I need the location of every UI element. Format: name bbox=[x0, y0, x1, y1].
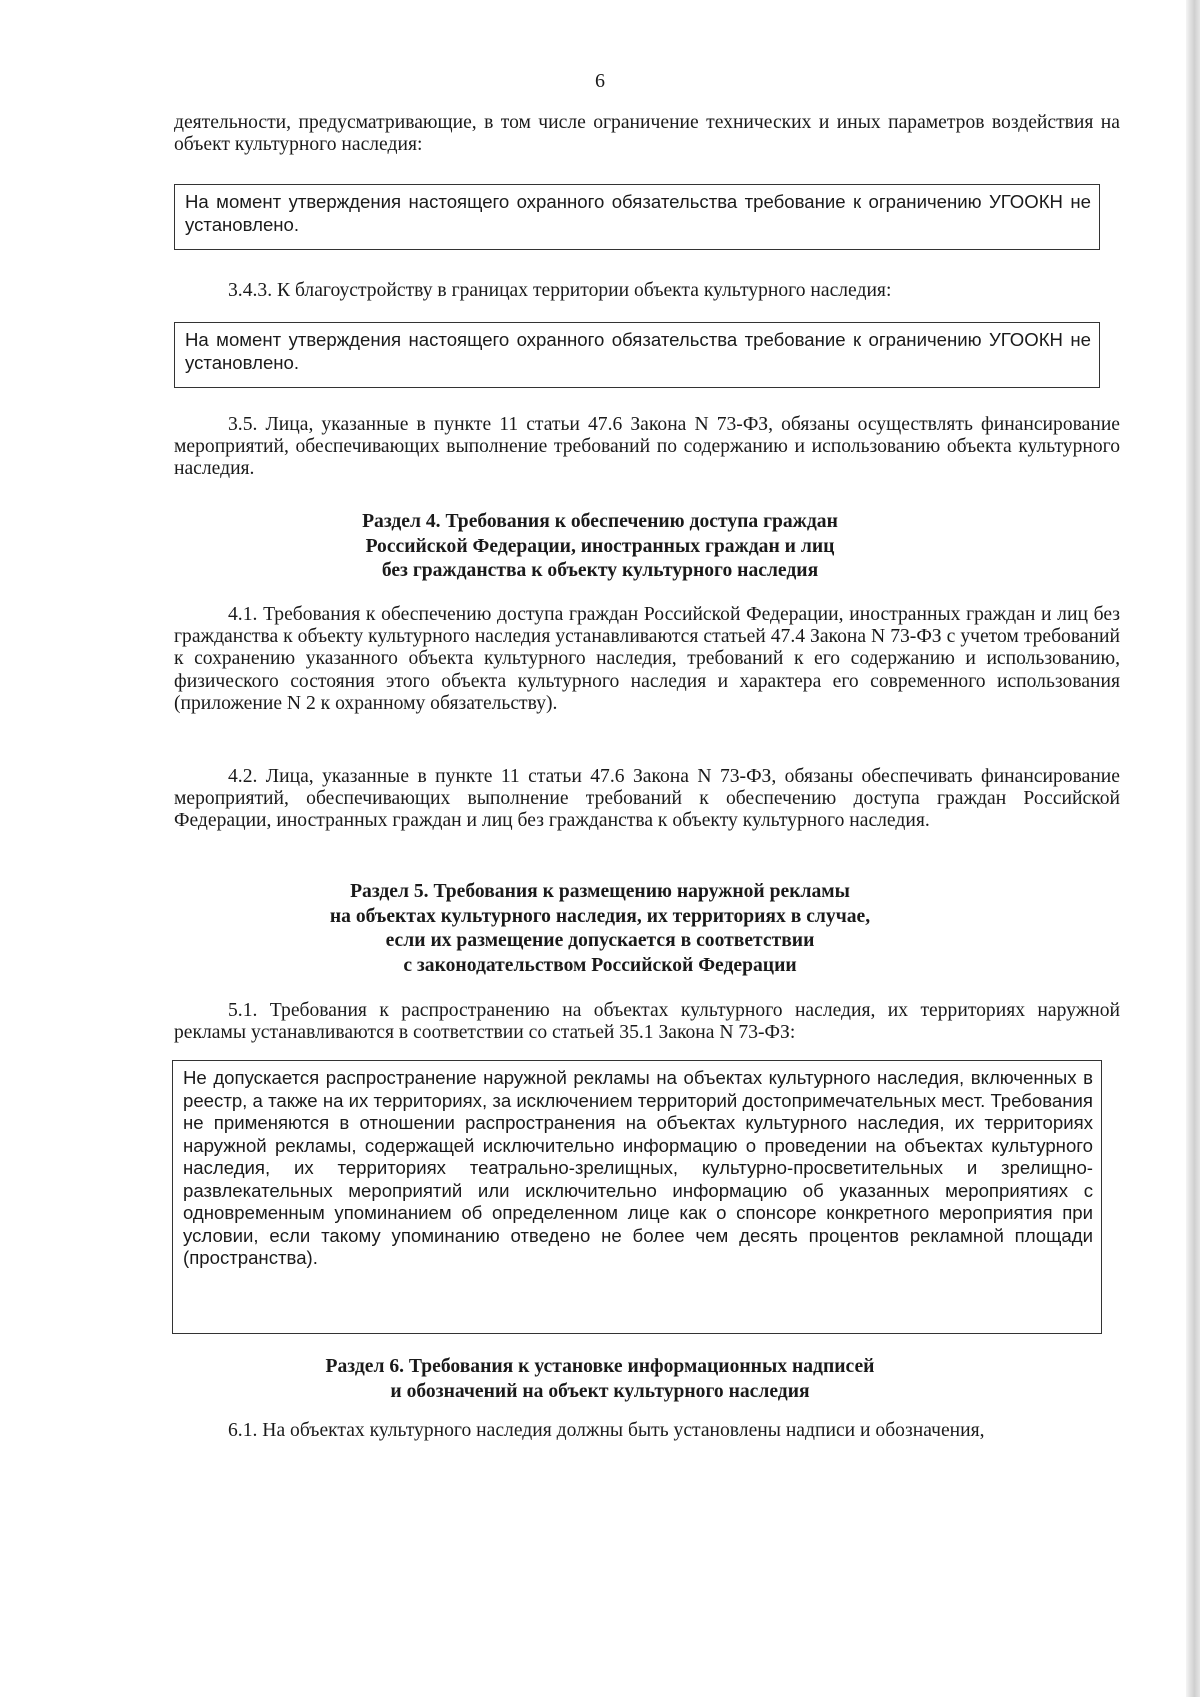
page-number: 6 bbox=[595, 70, 605, 92]
section-4-title bbox=[0, 510, 1200, 584]
section-5-title-line: если их размещение допускается в соответствии bbox=[385, 930, 815, 951]
section-5-title-line: Раздел 5. Требования к размещению наружной рекламы bbox=[350, 881, 850, 902]
section-6-title-line: Раздел 6. Требования к установке информационных надписей bbox=[325, 1356, 875, 1377]
scan-edge bbox=[1186, 0, 1200, 1697]
section-5-title-line: на объектах культурного наследия, их территориях в случае, bbox=[329, 905, 871, 927]
section-6-title-line: и обозначений на объект культурного наследия bbox=[390, 1380, 810, 1402]
item-4-1: 4.1. Требования к обеспечению доступа граждан Российской Федерации, иностранных граждан и лиц без гражданства к объекту культурного наследия устанавливаются статьей 47.4 Закона N 73-ФЗ с учетом требований к сохранению указанного объекта культурного наследия, требований к его содержанию и использованию, физического состояния этого объекта культурного наследия и характера его современного использования (приложение N 2 к охранному обязательству). bbox=[174, 604, 1120, 714]
section-6-title bbox=[0, 1355, 1200, 1404]
section-4-title-line: Раздел 4. Требования к обеспечению доступа граждан bbox=[362, 511, 838, 532]
section-4-title-line: Российской Федерации, иностранных граждан и лиц bbox=[365, 535, 835, 557]
item-5-1: 5.1. Требования к распространению на объектах культурного наследия, их территориях наружной рекламы устанавливаются в соответствии со статьей 35.1 Закона N 73-ФЗ: bbox=[174, 1000, 1120, 1044]
section-5-title bbox=[0, 880, 1200, 978]
intro-fragment: деятельности, предусматривающие, в том числе ограничение технических и иных параметров воздействия на объект культурного наследия: bbox=[174, 112, 1120, 156]
section-5-title-line: с законодательством Российской Федерации bbox=[403, 954, 797, 976]
item-6-1: 6.1. На объектах культурного наследия должны быть установлены надписи и обозначения, bbox=[228, 1420, 985, 1441]
section-4-title-line: без гражданства к объекту культурного наследия bbox=[381, 560, 819, 581]
framed-box-2: На момент утверждения настоящего охранного обязательства требование к ограничению УГООКН не установлено. bbox=[174, 322, 1100, 388]
framed-box-1: На момент утверждения настоящего охранного обязательства требование к ограничению УГООКН не установлено. bbox=[174, 184, 1100, 250]
item-3-4-3: 3.4.3. К благоустройству в границах территории объекта культурного наследия: bbox=[228, 280, 892, 301]
item-4-2: 4.2. Лица, указанные в пункте 11 статьи 47.6 Закона N 73-ФЗ, обязаны обеспечивать финансирование мероприятий, обеспечивающих выполнение требований к обеспечению доступа граждан Российской Федерации, иностранных граждан и лиц без гражданства к объекту культурного наследия. bbox=[174, 766, 1120, 832]
framed-box-3: Не допускается распространение наружной рекламы на объектах культурного наследия, включенных в реестр, а также на их территориях, за исключением территорий достопримечательных мест. Требования не применяются в отношении распространения на объектах культурного наследия, их территориях наружной рекламы, содержащей исключительно информацию о проведении на объектах культурного наследия, их территориях театрально-зрелищных, культурно-просветительных и зрелищно-развлекательных мероприятий или исключительно информацию об указанных мероприятиях с одновременным упоминанием об определенном лице как о спонсоре конкретного мероприятия при условии, если такому упоминанию отведено не более чем десять процентов рекламной площади (пространства). bbox=[172, 1060, 1102, 1334]
item-3-5: 3.5. Лица, указанные в пункте 11 статьи 47.6 Закона N 73-ФЗ, обязаны осуществлять финансирование мероприятий, обеспечивающих выполнение требований по содержанию и использованию объекта культурного наследия. bbox=[174, 414, 1120, 480]
